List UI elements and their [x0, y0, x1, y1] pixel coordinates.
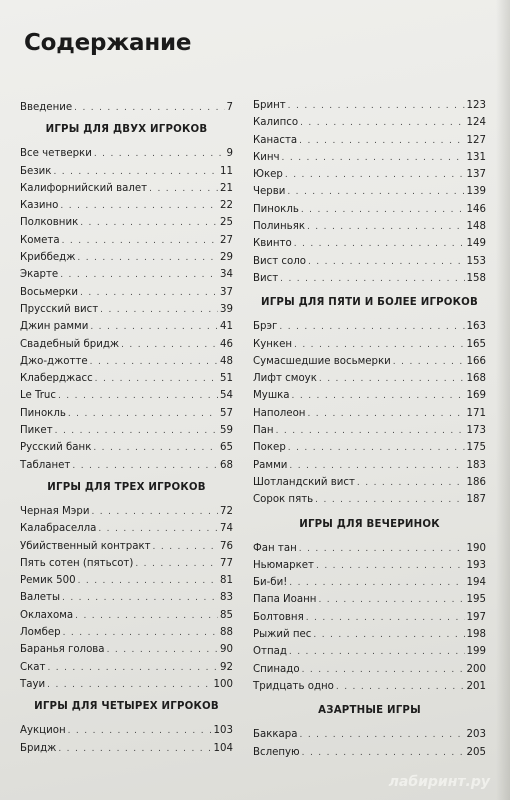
leader-dots: [306, 610, 465, 627]
toc-entry: [20, 589, 233, 606]
right-top-entries: [253, 97, 486, 287]
entry-name: Все четверки: [20, 148, 92, 160]
leader-dots: [47, 677, 211, 694]
entry-name: Прусский вист: [20, 303, 99, 315]
toc-entry: [20, 266, 233, 283]
leader-dots: [300, 115, 464, 132]
leader-dots: [302, 745, 465, 762]
leader-dots: [289, 575, 464, 592]
leader-dots: [47, 660, 218, 677]
leader-dots: [62, 233, 218, 250]
leader-dots: [289, 458, 464, 475]
entry-name: Криббедж: [20, 252, 76, 264]
entry-page: 175: [466, 442, 486, 454]
entry-name: Табланет: [20, 459, 71, 471]
entry-page: 46: [220, 338, 233, 350]
toc-entry: [20, 659, 233, 676]
toc-entry: [20, 249, 233, 266]
leader-dots: [299, 541, 465, 558]
leader-dots: [100, 302, 218, 319]
leader-dots: [63, 625, 218, 642]
entry-page: 54: [220, 390, 233, 402]
toc-entry-intro: [20, 99, 233, 116]
leader-dots: [62, 590, 218, 607]
toc-entry: [253, 183, 486, 200]
leader-dots: [288, 440, 465, 457]
entry-page: 166: [466, 355, 486, 367]
toc-entry: [253, 201, 486, 218]
leader-dots: [68, 723, 212, 740]
entry-name: Джо-джотте: [20, 355, 88, 367]
toc-entry: [20, 370, 233, 387]
entry-name: Квинто: [253, 238, 292, 250]
entry-name: Пан: [253, 425, 274, 437]
entry-name: Юкер: [253, 169, 283, 181]
leader-dots: [91, 504, 218, 521]
toc-entry: [253, 626, 486, 643]
entry-name: Сорок пять: [253, 494, 314, 506]
toc-entry: [253, 97, 486, 114]
leader-dots: [153, 539, 218, 556]
toc-entry: [253, 540, 486, 557]
section-heading: АЗАРТНЫЕ ИГРЫ: [318, 705, 421, 717]
toc-entry: [253, 149, 486, 166]
toc-entry: [253, 591, 486, 608]
entry-page: 90: [220, 644, 233, 656]
entry-page: 123: [466, 100, 486, 111]
leader-dots: [315, 492, 464, 509]
toc-entry: [20, 387, 233, 404]
leader-dots: [135, 556, 218, 573]
entry-page: 149: [466, 238, 486, 250]
entry-name: Калифорнийский валет: [20, 182, 148, 194]
entry-name: Оклахома: [20, 609, 74, 621]
entry-name: Полковник: [20, 217, 79, 229]
leader-dots: [78, 573, 218, 590]
leader-dots: [313, 627, 464, 644]
entry-page: 203: [466, 729, 486, 741]
entry-page: 85: [220, 609, 233, 621]
leader-dots: [90, 354, 218, 371]
toc-entry: [253, 422, 486, 439]
entry-page: 27: [220, 234, 233, 246]
entry-page: 169: [466, 390, 486, 402]
toc-entry: [253, 474, 486, 491]
leader-dots: [336, 679, 465, 696]
entry-name: Наполеон: [253, 407, 306, 419]
toc-entry: [20, 607, 233, 624]
entry-name: Русский банк: [20, 442, 92, 454]
leader-dots: [77, 250, 218, 267]
leader-dots: [107, 642, 218, 659]
leader-dots: [308, 254, 465, 271]
toc-entry: [253, 643, 486, 660]
entry-page: 158: [466, 272, 486, 284]
entry-name: Введение: [20, 102, 73, 113]
toc-entry: [20, 520, 233, 537]
leader-dots: [93, 440, 218, 457]
entry-name: Фан тан: [253, 542, 297, 554]
toc-entry: [253, 253, 486, 270]
leader-dots: [90, 319, 218, 336]
entry-page: 103: [213, 725, 233, 737]
leader-dots: [282, 150, 465, 167]
toc-entry: [253, 114, 486, 131]
leader-dots: [357, 475, 465, 492]
section-heading: ИГРЫ ДЛЯ ЧЕТЫРЕХ ИГРОКОВ: [34, 701, 219, 713]
entry-page: 173: [466, 425, 486, 437]
toc-entry: [20, 180, 233, 197]
entry-name: Пинокль: [20, 407, 66, 419]
right-column: [253, 97, 486, 761]
section-heading: ИГРЫ ДЛЯ ТРЕХ ИГРОКОВ: [47, 481, 206, 493]
entry-page: 74: [220, 523, 233, 535]
entry-page: 7: [226, 102, 233, 113]
entry-page: 163: [466, 321, 486, 333]
leader-dots: [393, 354, 465, 371]
toc-entry: [20, 353, 233, 370]
entry-name: Свадебный бридж: [20, 338, 120, 350]
toc-entry: [20, 336, 233, 353]
entry-page: 41: [220, 321, 233, 333]
entry-name: Ломбер: [20, 627, 61, 639]
leader-dots: [121, 337, 218, 354]
entry-name: Баранья голова: [20, 644, 105, 656]
toc-entry: [253, 609, 486, 626]
leader-dots: [302, 662, 465, 679]
entry-name: Бридж: [20, 742, 57, 754]
leader-dots: [60, 267, 218, 284]
entry-name: Аукцион: [20, 725, 66, 737]
toc-entry: [20, 722, 233, 739]
entry-page: 187: [466, 494, 486, 506]
leader-dots: [288, 98, 465, 115]
toc-entry: [253, 457, 486, 474]
toc-entry: [253, 318, 486, 335]
entry-page: 197: [466, 611, 486, 623]
entry-name: Брэг: [253, 321, 278, 333]
entry-page: 186: [466, 476, 486, 488]
entry-name: Бринт: [253, 100, 286, 111]
entry-page: 195: [466, 594, 486, 606]
toc-entry: [20, 457, 233, 474]
toc-entry: [253, 270, 486, 287]
entry-name: Болтовня: [253, 611, 304, 623]
toc-entry: [20, 197, 233, 214]
entry-page: 59: [220, 425, 233, 437]
entry-name: Ньюмаркет: [253, 559, 314, 571]
leader-dots: [294, 236, 465, 253]
right-sections: [253, 297, 486, 761]
toc-entry: [20, 318, 233, 335]
entry-name: Лифт смоук: [253, 373, 317, 385]
toc-entry: [20, 405, 233, 422]
entry-name: Би-би!: [253, 577, 288, 589]
leader-dots: [318, 592, 464, 609]
entry-name: Восьмерки: [20, 286, 79, 298]
leader-dots: [292, 388, 465, 405]
entry-name: Отпад: [253, 646, 287, 658]
toc-entry: [253, 218, 486, 235]
entry-name: Кинч: [253, 151, 280, 163]
entry-page: 88: [220, 627, 233, 639]
leader-dots: [80, 285, 218, 302]
leader-dots: [53, 164, 218, 181]
leader-dots: [280, 271, 464, 288]
entry-page: 83: [220, 592, 233, 604]
leader-dots: [294, 337, 465, 354]
entry-page: 193: [466, 559, 486, 571]
leader-dots: [60, 198, 218, 215]
entry-page: 127: [466, 134, 486, 146]
entry-name: Калабраселла: [20, 523, 97, 535]
leader-dots: [55, 423, 218, 440]
toc-entry: [20, 439, 233, 456]
toc-entry: [253, 166, 486, 183]
entry-page: 65: [220, 442, 233, 454]
leader-dots: [319, 371, 465, 388]
entry-name: Ремик 500: [20, 575, 76, 587]
leader-dots: [316, 558, 465, 575]
toc-entry: [20, 503, 233, 520]
entry-page: 29: [220, 252, 233, 264]
entry-page: 198: [466, 629, 486, 641]
section-heading: ИГРЫ ДЛЯ ДВУХ ИГРОКОВ: [45, 124, 208, 136]
leader-dots: [300, 727, 465, 744]
entry-page: 68: [220, 459, 233, 471]
left-column: [20, 97, 233, 757]
page-edge-shadow: [496, 0, 510, 800]
toc-entry: [20, 145, 233, 162]
leader-dots: [74, 100, 224, 117]
entry-page: 25: [220, 217, 233, 229]
leader-dots: [289, 644, 465, 661]
entry-page: 183: [466, 459, 486, 471]
section-heading: ИГРЫ ДЛЯ ПЯТИ И БОЛЕЕ ИГРОКОВ: [260, 297, 479, 309]
toc-entry: [253, 132, 486, 149]
entry-name: Убийственный контракт: [20, 540, 151, 552]
entry-name: Шотландский вист: [253, 476, 355, 488]
toc-entry: [20, 641, 233, 658]
entry-name: Вслепую: [253, 746, 300, 758]
entry-name: Полиньяк: [253, 221, 305, 233]
entry-name: Кункен: [253, 338, 293, 350]
entry-name: Пять сотен (пятьсот): [20, 557, 134, 569]
entry-name: Черная Мэри: [20, 505, 90, 517]
entry-page: 72: [220, 505, 233, 517]
toc-entry: [253, 387, 486, 404]
entry-page: 48: [220, 355, 233, 367]
toc-entry: [20, 555, 233, 572]
leader-dots: [279, 319, 464, 336]
entry-name: Пикет: [20, 425, 53, 437]
entry-page: 100: [213, 678, 233, 690]
leader-dots: [285, 167, 465, 184]
toc-entry: [253, 235, 486, 252]
entry-page: 131: [466, 151, 486, 163]
toc-entry: [253, 336, 486, 353]
toc-entry: [253, 439, 486, 456]
entry-name: Рамми: [253, 459, 288, 471]
entry-name: Казино: [20, 200, 59, 212]
leader-dots: [98, 521, 218, 538]
toc-entry: [253, 661, 486, 678]
entry-name: Папа Иоанн: [253, 594, 317, 606]
entry-name: Спинадо: [253, 663, 300, 675]
entry-page: 92: [220, 661, 233, 673]
toc-entry: [253, 491, 486, 508]
entry-page: 37: [220, 286, 233, 298]
entry-page: 148: [466, 221, 486, 233]
entry-page: 165: [466, 338, 486, 350]
entry-name: Покер: [253, 442, 286, 454]
toc-entry: [253, 405, 486, 422]
entry-page: 124: [466, 117, 486, 129]
entry-name: Вист: [253, 272, 279, 284]
toc-entry: [253, 353, 486, 370]
entry-page: 57: [220, 407, 233, 419]
entry-name: Валеты: [20, 592, 60, 604]
leader-dots: [94, 146, 225, 163]
entry-page: 199: [466, 646, 486, 658]
toc-entry: [20, 284, 233, 301]
toc-entry: [20, 163, 233, 180]
entry-name: Джин рамми: [20, 321, 89, 333]
leader-dots: [276, 423, 465, 440]
entry-page: 171: [466, 407, 486, 419]
entry-page: 153: [466, 255, 486, 267]
toc-entry: [20, 214, 233, 231]
toc-entry: [20, 538, 233, 555]
entry-name: Баккара: [253, 729, 298, 741]
leader-dots: [301, 202, 465, 219]
entry-name: Комета: [20, 234, 60, 246]
entry-name: Калипсо: [253, 117, 299, 129]
toc-entry: [20, 301, 233, 318]
toc-entry: [253, 726, 486, 743]
entry-name: Рыжий пес: [253, 629, 312, 641]
entry-name: Клаберджасс: [20, 373, 93, 385]
leader-dots: [287, 184, 464, 201]
entry-page: 39: [220, 303, 233, 315]
entry-page: 190: [466, 542, 486, 554]
leader-dots: [95, 371, 218, 388]
leader-dots: [80, 215, 218, 232]
toc-entry: [253, 557, 486, 574]
entry-page: 168: [466, 373, 486, 385]
entry-page: 104: [213, 742, 233, 754]
watermark: лабиринт.ру: [388, 774, 490, 790]
leader-dots: [72, 458, 218, 475]
entry-name: Экарте: [20, 269, 59, 281]
entry-name: Le Truc: [20, 390, 56, 402]
leader-dots: [58, 388, 218, 405]
entry-name: Скат: [20, 661, 46, 673]
entry-page: 194: [466, 577, 486, 589]
entry-page: 81: [220, 575, 233, 587]
entry-name: Пинокль: [253, 203, 299, 215]
entry-name: Безик: [20, 165, 52, 177]
entry-name: Сумасшедшие восьмерки: [253, 355, 391, 367]
entry-page: 137: [466, 169, 486, 181]
entry-name: Мушка: [253, 390, 290, 402]
leader-dots: [75, 608, 218, 625]
toc-entry: [253, 370, 486, 387]
toc-entry: [20, 676, 233, 693]
entry-page: 9: [226, 148, 233, 160]
toc-entry: [20, 422, 233, 439]
entry-page: 22: [220, 200, 233, 212]
leader-dots: [299, 133, 464, 150]
leader-dots: [307, 219, 465, 236]
leader-dots: [58, 741, 211, 758]
entry-page: 201: [466, 680, 486, 692]
toc-entry: [253, 678, 486, 695]
entry-page: 77: [220, 557, 233, 569]
entry-page: 200: [466, 663, 486, 675]
page-title: Содержание: [24, 30, 192, 56]
leader-dots: [149, 181, 218, 198]
toc-entry: [253, 744, 486, 761]
entry-page: 76: [220, 540, 233, 552]
leader-dots: [68, 406, 218, 423]
toc-entry: [20, 232, 233, 249]
entry-name: Вист соло: [253, 255, 306, 267]
leader-dots: [307, 406, 464, 423]
section-heading: ИГРЫ ДЛЯ ВЕЧЕРИНОК: [299, 518, 440, 530]
entry-name: Тридцать одно: [253, 680, 334, 692]
entry-page: 51: [220, 373, 233, 385]
entry-page: 139: [466, 186, 486, 198]
entry-name: Черви: [253, 186, 286, 198]
toc-entry: [20, 572, 233, 589]
entry-page: 34: [220, 269, 233, 281]
toc-entry: [253, 574, 486, 591]
entry-page: 205: [466, 746, 486, 758]
entry-page: 146: [466, 203, 486, 215]
entry-page: 21: [220, 182, 233, 194]
toc-entry: [20, 624, 233, 641]
left-sections: [20, 124, 233, 757]
toc-entry: [20, 740, 233, 757]
entry-page: 11: [220, 165, 233, 177]
entry-name: Тауи: [20, 678, 46, 690]
entry-name: Канаста: [253, 134, 298, 146]
